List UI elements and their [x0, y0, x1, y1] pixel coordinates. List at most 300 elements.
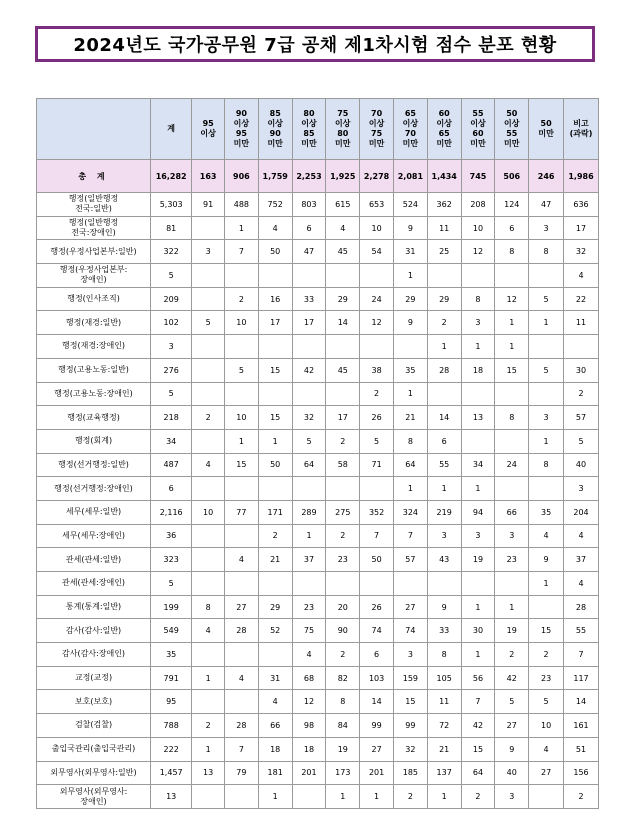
- table-cell: [529, 477, 564, 501]
- table-cell: 117: [564, 666, 599, 690]
- table-cell: 1: [292, 524, 326, 548]
- table-cell: 81: [151, 216, 192, 240]
- table-cell: 1: [192, 666, 225, 690]
- table-cell: 3: [461, 311, 495, 335]
- table-cell: 8: [495, 240, 529, 264]
- table-cell: 1: [495, 311, 529, 335]
- table-cell: 38: [360, 358, 394, 382]
- table-cell: 2: [326, 429, 360, 453]
- table-cell: 2: [360, 382, 394, 406]
- table-cell: 524: [393, 193, 427, 217]
- table-cell: [258, 477, 292, 501]
- table-cell: 6: [495, 216, 529, 240]
- table-cell: 4: [564, 524, 599, 548]
- table-cell: 18: [258, 737, 292, 761]
- table-row: [37, 548, 599, 572]
- table-cell: 653: [360, 193, 394, 217]
- table-cell: 9: [393, 216, 427, 240]
- table-cell: 32: [292, 406, 326, 430]
- table-cell: 17: [326, 406, 360, 430]
- table-cell: 36: [151, 524, 192, 548]
- table-cell: 161: [564, 714, 599, 738]
- table-cell: 24: [495, 453, 529, 477]
- table-cell: 33: [427, 619, 461, 643]
- table-cell: 3: [495, 524, 529, 548]
- table-cell: 201: [292, 761, 326, 785]
- table-cell: [292, 264, 326, 288]
- table-cell: 43: [427, 548, 461, 572]
- table-cell: 1: [461, 335, 495, 359]
- table-cell: 488: [225, 193, 259, 217]
- table-cell: 21: [427, 737, 461, 761]
- row-label: 행정(고용노동:일반): [37, 358, 151, 382]
- table-cell: 34: [151, 429, 192, 453]
- table-cell: 15: [529, 619, 564, 643]
- table-cell: 42: [495, 666, 529, 690]
- table-cell: [529, 335, 564, 359]
- table-cell: 42: [292, 358, 326, 382]
- row-label: 감사(감사:장애인): [37, 643, 151, 667]
- row-label: 관세(관세:일반): [37, 548, 151, 572]
- row-label: 행정(회계): [37, 429, 151, 453]
- table-cell: 25: [427, 240, 461, 264]
- table-row: [37, 193, 599, 217]
- table-cell: 209: [151, 287, 192, 311]
- table-cell: 12: [360, 311, 394, 335]
- table-cell: 5,303: [151, 193, 192, 217]
- table-cell: 506: [495, 160, 529, 193]
- table-cell: 1: [529, 572, 564, 596]
- table-cell: [192, 477, 225, 501]
- table-cell: 5: [192, 311, 225, 335]
- table-cell: 18: [292, 737, 326, 761]
- table-cell: 28: [564, 595, 599, 619]
- table-cell: 21: [393, 406, 427, 430]
- total-row: [37, 160, 599, 193]
- table-row: [37, 524, 599, 548]
- table-cell: 324: [393, 500, 427, 524]
- table-cell: 2: [461, 785, 495, 809]
- table-cell: 23: [326, 548, 360, 572]
- table-cell: 289: [292, 500, 326, 524]
- row-label: 행정(선거행정:일반): [37, 453, 151, 477]
- table-cell: 6: [360, 643, 394, 667]
- table-row: [37, 714, 599, 738]
- table-cell: 29: [427, 287, 461, 311]
- table-row: [37, 240, 599, 264]
- row-label: 외무영사(외무영사:일반): [37, 761, 151, 785]
- page-title: 2024년도 국가공무원 7급 공채 제1차시험 점수 분포 현황: [73, 35, 557, 56]
- table-cell: 18: [461, 358, 495, 382]
- table-cell: 3: [393, 643, 427, 667]
- table-cell: [292, 572, 326, 596]
- column-header: 계: [151, 99, 192, 160]
- table-cell: 4: [529, 737, 564, 761]
- table-cell: 14: [564, 690, 599, 714]
- table-cell: [326, 335, 360, 359]
- table-cell: 1,925: [326, 160, 360, 193]
- table-cell: [225, 382, 259, 406]
- table-cell: 12: [461, 240, 495, 264]
- table-cell: 3: [427, 524, 461, 548]
- table-cell: 791: [151, 666, 192, 690]
- table-cell: 74: [360, 619, 394, 643]
- table-body: [37, 160, 599, 809]
- table-cell: 5: [360, 429, 394, 453]
- table-cell: 90: [326, 619, 360, 643]
- table-cell: 218: [151, 406, 192, 430]
- table-cell: 54: [360, 240, 394, 264]
- table-cell: [326, 572, 360, 596]
- table-cell: 23: [292, 595, 326, 619]
- table-cell: 11: [564, 311, 599, 335]
- column-header: 65 이상 70 미만: [393, 99, 427, 160]
- table-cell: 58: [326, 453, 360, 477]
- table-cell: 2: [192, 714, 225, 738]
- table-cell: 3: [529, 406, 564, 430]
- column-header: 50 미만: [529, 99, 564, 160]
- table-cell: 15: [495, 358, 529, 382]
- table-cell: 21: [258, 548, 292, 572]
- table-cell: 10: [225, 406, 259, 430]
- table-cell: 2: [529, 643, 564, 667]
- table-cell: 35: [393, 358, 427, 382]
- row-label: 세무(세무:장애인): [37, 524, 151, 548]
- table-row: [37, 737, 599, 761]
- table-cell: 3: [564, 477, 599, 501]
- table-cell: 1: [326, 785, 360, 809]
- row-label: 행정(고용노동:장애인): [37, 382, 151, 406]
- table-cell: 37: [564, 548, 599, 572]
- table-cell: 50: [258, 240, 292, 264]
- score-distribution-table: [36, 98, 599, 809]
- table-cell: [529, 382, 564, 406]
- table-cell: 1: [427, 335, 461, 359]
- table-cell: [461, 572, 495, 596]
- table-cell: 47: [529, 193, 564, 217]
- table-cell: 98: [292, 714, 326, 738]
- table-row: [37, 216, 599, 240]
- table-row: [37, 500, 599, 524]
- title-box: [35, 26, 595, 62]
- table-cell: 45: [326, 240, 360, 264]
- column-header: 80 이상 85 미만: [292, 99, 326, 160]
- row-label: 행정(인사조직): [37, 287, 151, 311]
- table-row: [37, 761, 599, 785]
- table-cell: 17: [564, 216, 599, 240]
- table-cell: 19: [461, 548, 495, 572]
- table-cell: 1: [393, 264, 427, 288]
- table-cell: 275: [326, 500, 360, 524]
- table-cell: 27: [495, 714, 529, 738]
- table-cell: 5: [151, 264, 192, 288]
- table-cell: [529, 785, 564, 809]
- table-cell: [258, 264, 292, 288]
- table-row: [37, 453, 599, 477]
- table-cell: 13: [461, 406, 495, 430]
- table-row: [37, 643, 599, 667]
- table-cell: 803: [292, 193, 326, 217]
- table-cell: 42: [461, 714, 495, 738]
- table-cell: 75: [292, 619, 326, 643]
- table-cell: [360, 572, 394, 596]
- table-cell: 788: [151, 714, 192, 738]
- table-cell: 105: [427, 666, 461, 690]
- table-cell: [529, 264, 564, 288]
- table-cell: 276: [151, 358, 192, 382]
- table-cell: 6: [292, 216, 326, 240]
- table-cell: 1,457: [151, 761, 192, 785]
- table-cell: 8: [495, 406, 529, 430]
- table-cell: 5: [292, 429, 326, 453]
- table-row: [37, 572, 599, 596]
- table-cell: [292, 382, 326, 406]
- table-cell: 173: [326, 761, 360, 785]
- table-cell: 362: [427, 193, 461, 217]
- table-cell: 159: [393, 666, 427, 690]
- header-row: [37, 99, 599, 160]
- table-cell: 1: [393, 477, 427, 501]
- table-cell: 77: [225, 500, 259, 524]
- table-cell: 8: [427, 643, 461, 667]
- row-label: 보호(보호): [37, 690, 151, 714]
- table-cell: 57: [393, 548, 427, 572]
- table-cell: 185: [393, 761, 427, 785]
- table-cell: [192, 690, 225, 714]
- table-cell: 7: [225, 737, 259, 761]
- table-cell: 204: [564, 500, 599, 524]
- table-row: [37, 358, 599, 382]
- column-header: 60 이상 65 미만: [427, 99, 461, 160]
- table-cell: 99: [360, 714, 394, 738]
- table-cell: 4: [529, 524, 564, 548]
- table-cell: 91: [192, 193, 225, 217]
- table-cell: 1: [529, 429, 564, 453]
- table-cell: 10: [461, 216, 495, 240]
- table-cell: 28: [225, 619, 259, 643]
- table-cell: 124: [495, 193, 529, 217]
- table-cell: 13: [192, 761, 225, 785]
- table-cell: 487: [151, 453, 192, 477]
- table-cell: 1: [461, 595, 495, 619]
- table-cell: 17: [292, 311, 326, 335]
- table-cell: 51: [564, 737, 599, 761]
- table-cell: [225, 335, 259, 359]
- table-row: [37, 690, 599, 714]
- table-cell: 208: [461, 193, 495, 217]
- table-cell: [192, 429, 225, 453]
- table-cell: 47: [292, 240, 326, 264]
- table-cell: 5: [529, 358, 564, 382]
- table-cell: 103: [360, 666, 394, 690]
- table-cell: [192, 287, 225, 311]
- table-cell: [225, 572, 259, 596]
- table-cell: 2,253: [292, 160, 326, 193]
- table-cell: 15: [258, 358, 292, 382]
- table-cell: 55: [564, 619, 599, 643]
- table-cell: [258, 572, 292, 596]
- table-cell: 66: [495, 500, 529, 524]
- table-cell: [192, 358, 225, 382]
- table-cell: 50: [360, 548, 394, 572]
- table-cell: 2: [192, 406, 225, 430]
- table-cell: [427, 572, 461, 596]
- table-cell: 2,116: [151, 500, 192, 524]
- table-cell: 29: [326, 287, 360, 311]
- table-cell: 5: [529, 690, 564, 714]
- table-cell: 7: [360, 524, 394, 548]
- table-cell: 1: [258, 785, 292, 809]
- table-cell: 1: [225, 216, 259, 240]
- table-cell: 2: [564, 382, 599, 406]
- row-label: 행정(우정사업본부:일반): [37, 240, 151, 264]
- table-cell: 2: [495, 643, 529, 667]
- table-cell: 1: [427, 785, 461, 809]
- table-row: [37, 264, 599, 288]
- table-cell: 1: [495, 335, 529, 359]
- column-header: 비고 (과락): [564, 99, 599, 160]
- table-cell: 27: [360, 737, 394, 761]
- table-cell: 95: [151, 690, 192, 714]
- table-row: [37, 335, 599, 359]
- column-header: 50 이상 55 미만: [495, 99, 529, 160]
- table-cell: 26: [360, 406, 394, 430]
- row-label: 교정(교정): [37, 666, 151, 690]
- table-cell: 68: [292, 666, 326, 690]
- row-label: 행정(일반행정 전국:일반): [37, 193, 151, 217]
- table-cell: [225, 785, 259, 809]
- table-cell: [258, 643, 292, 667]
- table-cell: 1: [258, 429, 292, 453]
- table-cell: [360, 264, 394, 288]
- table-cell: 28: [427, 358, 461, 382]
- table-cell: 15: [258, 406, 292, 430]
- table-cell: 14: [427, 406, 461, 430]
- table-cell: 9: [427, 595, 461, 619]
- table-cell: [225, 477, 259, 501]
- table-cell: 3: [192, 240, 225, 264]
- table-cell: 3: [151, 335, 192, 359]
- table-cell: 745: [461, 160, 495, 193]
- table-cell: 99: [393, 714, 427, 738]
- table-cell: 171: [258, 500, 292, 524]
- table-cell: 35: [529, 500, 564, 524]
- table-cell: [292, 477, 326, 501]
- table-cell: [192, 382, 225, 406]
- row-label: 외무영사(외무영사: 장애인): [37, 785, 151, 809]
- table-cell: 33: [292, 287, 326, 311]
- table-cell: 23: [495, 548, 529, 572]
- table-cell: 615: [326, 193, 360, 217]
- row-label: 행정(선거행정:장애인): [37, 477, 151, 501]
- table-cell: 199: [151, 595, 192, 619]
- table-cell: 23: [529, 666, 564, 690]
- table-cell: 32: [393, 737, 427, 761]
- table-cell: 11: [427, 216, 461, 240]
- column-header: 55 이상 60 미만: [461, 99, 495, 160]
- table-cell: [427, 382, 461, 406]
- table-cell: 906: [225, 160, 259, 193]
- table-cell: 4: [192, 619, 225, 643]
- table-cell: 5: [495, 690, 529, 714]
- table-cell: 1: [393, 382, 427, 406]
- table-cell: 6: [427, 429, 461, 453]
- table-cell: 32: [564, 240, 599, 264]
- table-cell: [393, 335, 427, 359]
- table-cell: 4: [292, 643, 326, 667]
- table-cell: 5: [151, 382, 192, 406]
- table-cell: [192, 785, 225, 809]
- table-cell: 8: [393, 429, 427, 453]
- table-cell: [495, 382, 529, 406]
- table-cell: 1: [495, 595, 529, 619]
- table-cell: 4: [258, 216, 292, 240]
- table-cell: [225, 524, 259, 548]
- table-cell: 4: [192, 453, 225, 477]
- table-cell: [225, 643, 259, 667]
- table-cell: 84: [326, 714, 360, 738]
- table-cell: 5: [564, 429, 599, 453]
- table-cell: 64: [393, 453, 427, 477]
- table-cell: [225, 264, 259, 288]
- table-cell: [326, 382, 360, 406]
- table-cell: [461, 264, 495, 288]
- table-cell: [258, 382, 292, 406]
- table-cell: 9: [393, 311, 427, 335]
- table-cell: 2: [427, 311, 461, 335]
- table-cell: 55: [427, 453, 461, 477]
- table-cell: 9: [495, 737, 529, 761]
- table-cell: [192, 264, 225, 288]
- table-cell: 19: [326, 737, 360, 761]
- table-row: [37, 406, 599, 430]
- table-cell: 40: [495, 761, 529, 785]
- row-label: 행정(재경:일반): [37, 311, 151, 335]
- table-cell: 12: [292, 690, 326, 714]
- table-cell: 3: [495, 785, 529, 809]
- table-cell: 322: [151, 240, 192, 264]
- table-cell: 19: [495, 619, 529, 643]
- table-cell: [427, 264, 461, 288]
- table-cell: 16: [258, 287, 292, 311]
- table-cell: 27: [393, 595, 427, 619]
- table-cell: [564, 335, 599, 359]
- table-cell: 34: [461, 453, 495, 477]
- table-cell: 5: [225, 358, 259, 382]
- table-cell: 2: [393, 785, 427, 809]
- table-cell: 14: [360, 690, 394, 714]
- table-cell: [192, 335, 225, 359]
- header-corner: [37, 99, 151, 160]
- table-cell: [495, 429, 529, 453]
- table-cell: 82: [326, 666, 360, 690]
- row-label: 행정(재경:장애인): [37, 335, 151, 359]
- table-cell: 8: [529, 240, 564, 264]
- table-cell: [192, 548, 225, 572]
- table-cell: 79: [225, 761, 259, 785]
- table-cell: 246: [529, 160, 564, 193]
- table-cell: [292, 785, 326, 809]
- table-cell: 7: [225, 240, 259, 264]
- table-cell: 14: [326, 311, 360, 335]
- table-cell: 27: [225, 595, 259, 619]
- table-cell: [292, 335, 326, 359]
- table-cell: 2: [326, 524, 360, 548]
- table-cell: [393, 572, 427, 596]
- table-cell: 10: [225, 311, 259, 335]
- table-cell: 29: [393, 287, 427, 311]
- table-cell: 8: [461, 287, 495, 311]
